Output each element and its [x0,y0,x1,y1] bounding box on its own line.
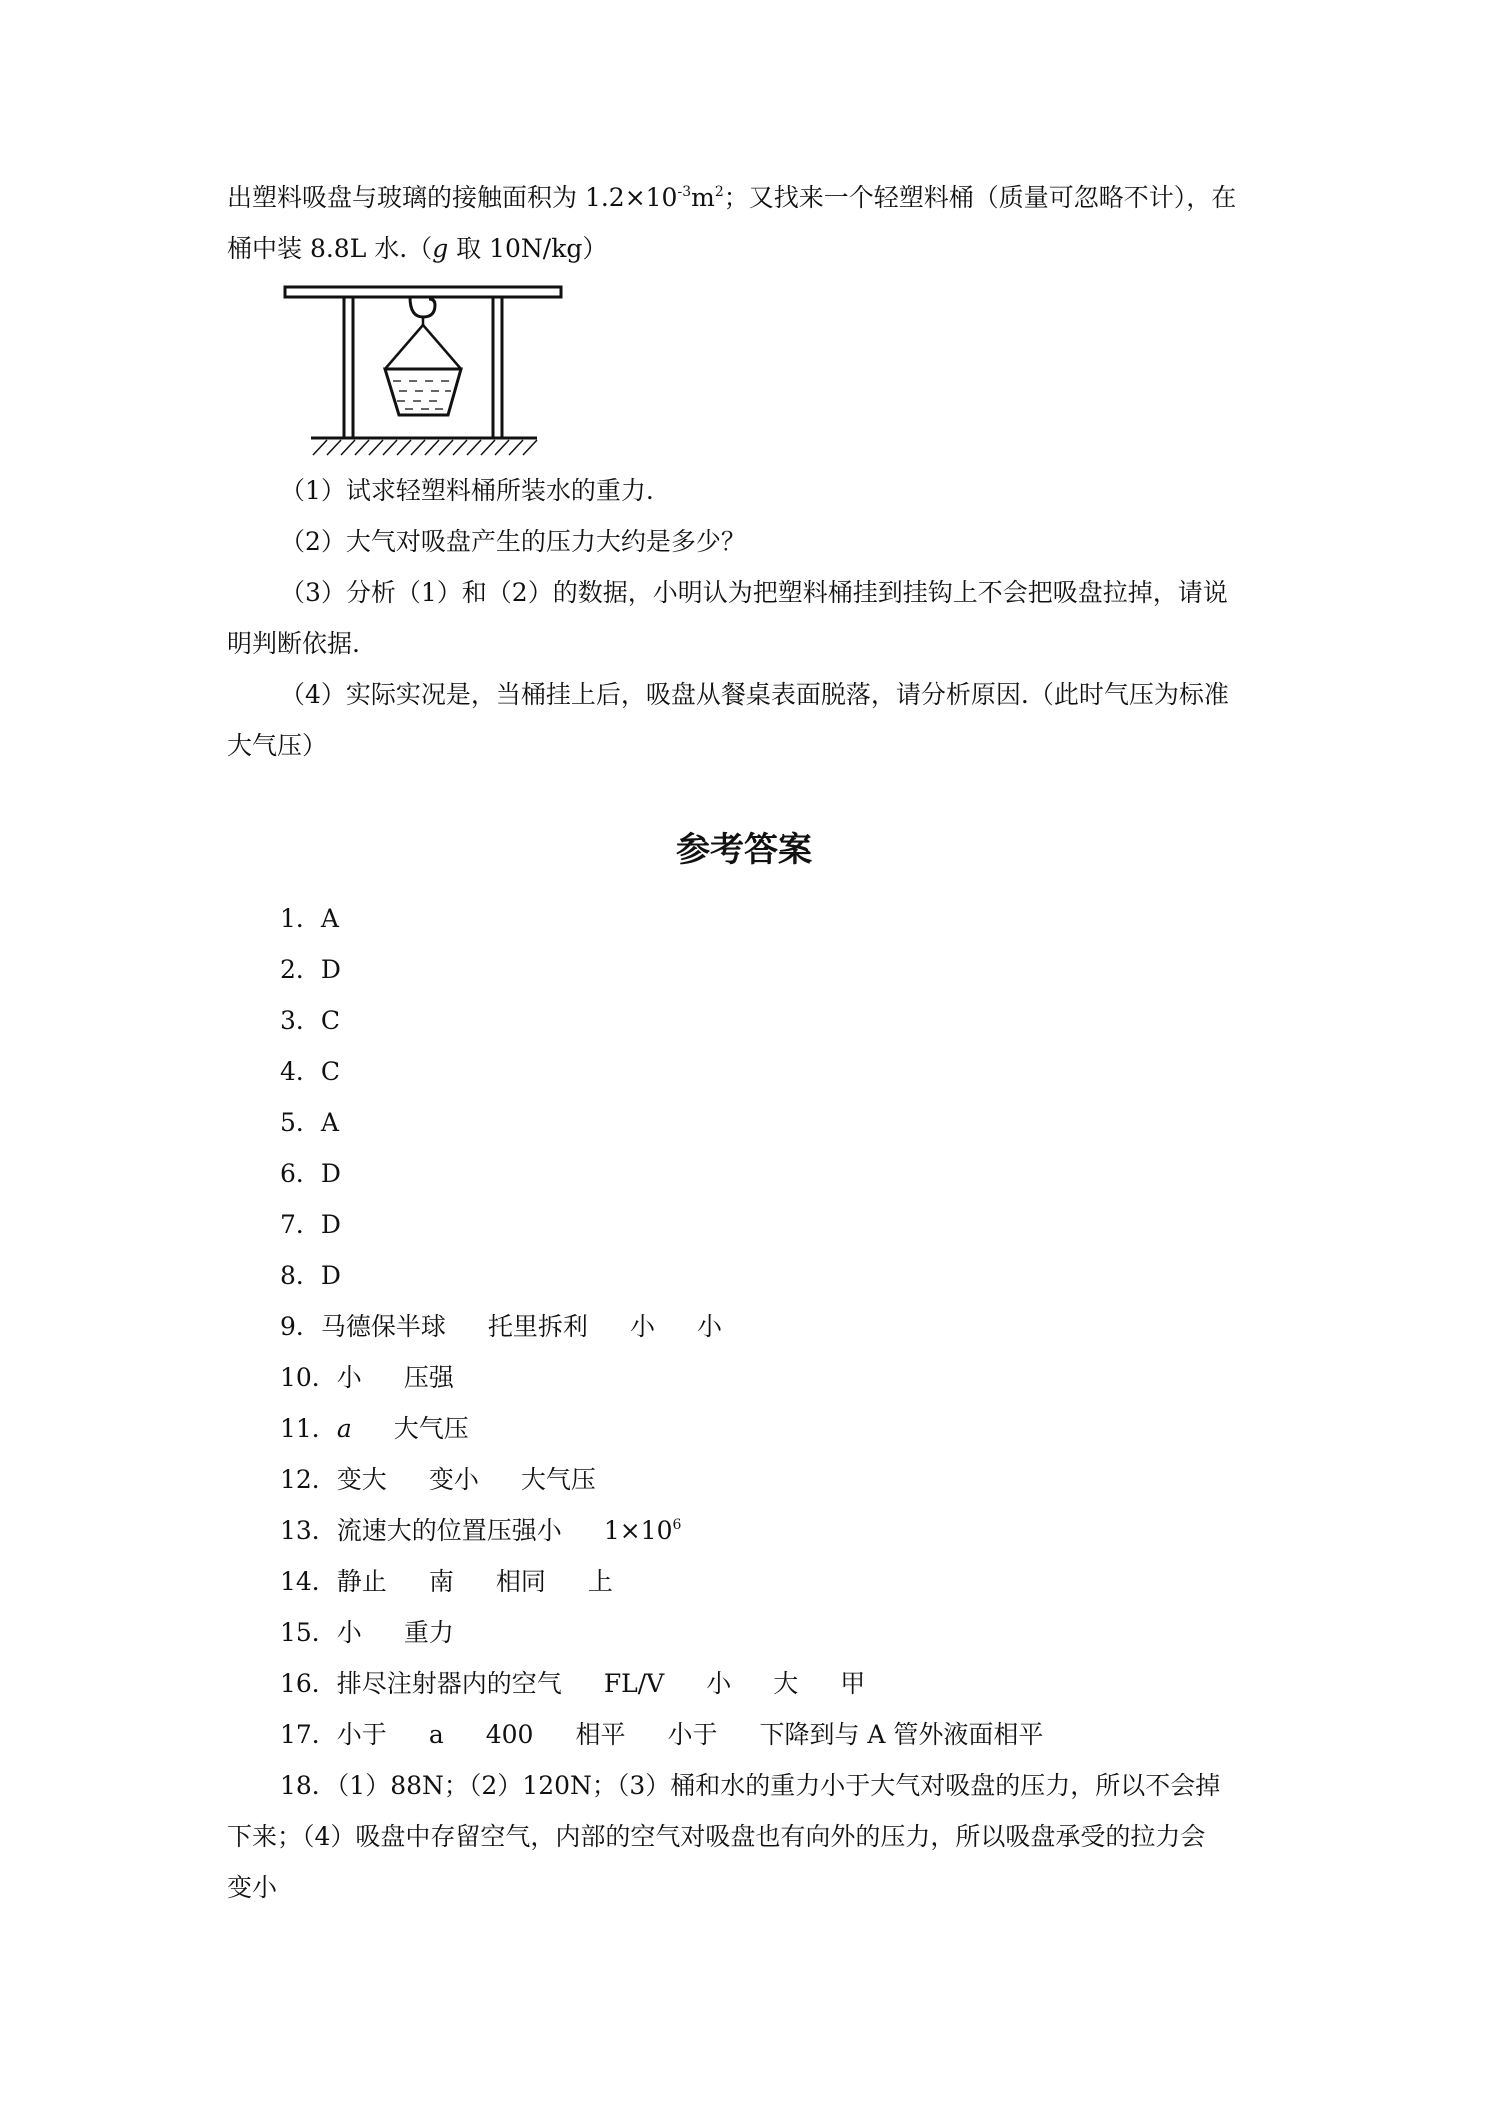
sub-question-2: （2）大气对吸盘产生的压力大约是多少？ [280,527,746,556]
answer-title: 参考答案 [676,830,812,870]
bucket-hanging-figure [283,285,566,460]
answer-6: 6．D [280,1159,341,1188]
answer-15: 15．小 重力 [280,1618,454,1647]
answer-18-line-2: 下来；（4）吸盘中存留空气，内部的空气对吸盘也有向外的压力，所以吸盘承受的拉力会 [227,1822,1206,1851]
answer-7: 7．D [280,1210,341,1239]
answer-16: 16．排尽注射器内的空气 FL/V 小 大 甲 [280,1669,866,1698]
sub-question-3-line-1: （3）分析（1）和（2）的数据，小明认为把塑料桶挂到挂钩上不会把吸盘拉掉，请说 [280,578,1228,607]
answer-11: 11．a 大气压 [280,1414,469,1443]
answer-10: 10．小 压强 [280,1363,454,1392]
answer-9: 9．马德保半球 托里拆利 小 小 [280,1312,722,1341]
sub-question-1: （1）试求轻塑料桶所装水的重力. [280,476,654,505]
answer-12: 12．变大 变小 大气压 [280,1465,596,1494]
answer-17: 17．小于 a 400 相平 小于 下降到与 A 管外液面相平 [280,1720,1044,1749]
question-line-1: 出塑料吸盘与玻璃的接触面积为 $1.2\times 10^{-3}m^2$；又找来一个轻塑料桶（质量可忽略不计），在 [227,183,1237,212]
question-line-2: 桶中装 8.8L 水.（g 取 10N/kg） [227,234,608,263]
sub-question-4-line-1: （4）实际实况是，当桶挂上后，吸盘从餐桌表面脱落，请分析原因.（此时气压为标准 [280,680,1229,709]
answer-5: 5．A [280,1108,339,1137]
answer-14: 14．静止 南 相同 上 [280,1567,613,1596]
answer-18-line-1: 18．（1）88N；（2）120N；（3）桶和水的重力小于大气对吸盘的压力，所以不会掉 [280,1771,1221,1800]
answer-4: 4．C [280,1057,341,1086]
answer-8: 8．D [280,1261,341,1290]
sub-question-3-line-2: 明判断依据. [227,629,360,658]
answer-18-line-3: 变小 [227,1873,278,1902]
answer-13: 13．流速大的位置压强小 $1\times 10^6$ [280,1516,682,1545]
answer-2: 2．D [280,955,341,984]
answer-1: 1．A [280,904,339,933]
sub-question-4-line-2: 大气压） [227,731,328,760]
answer-3: 3．C [280,1006,341,1035]
